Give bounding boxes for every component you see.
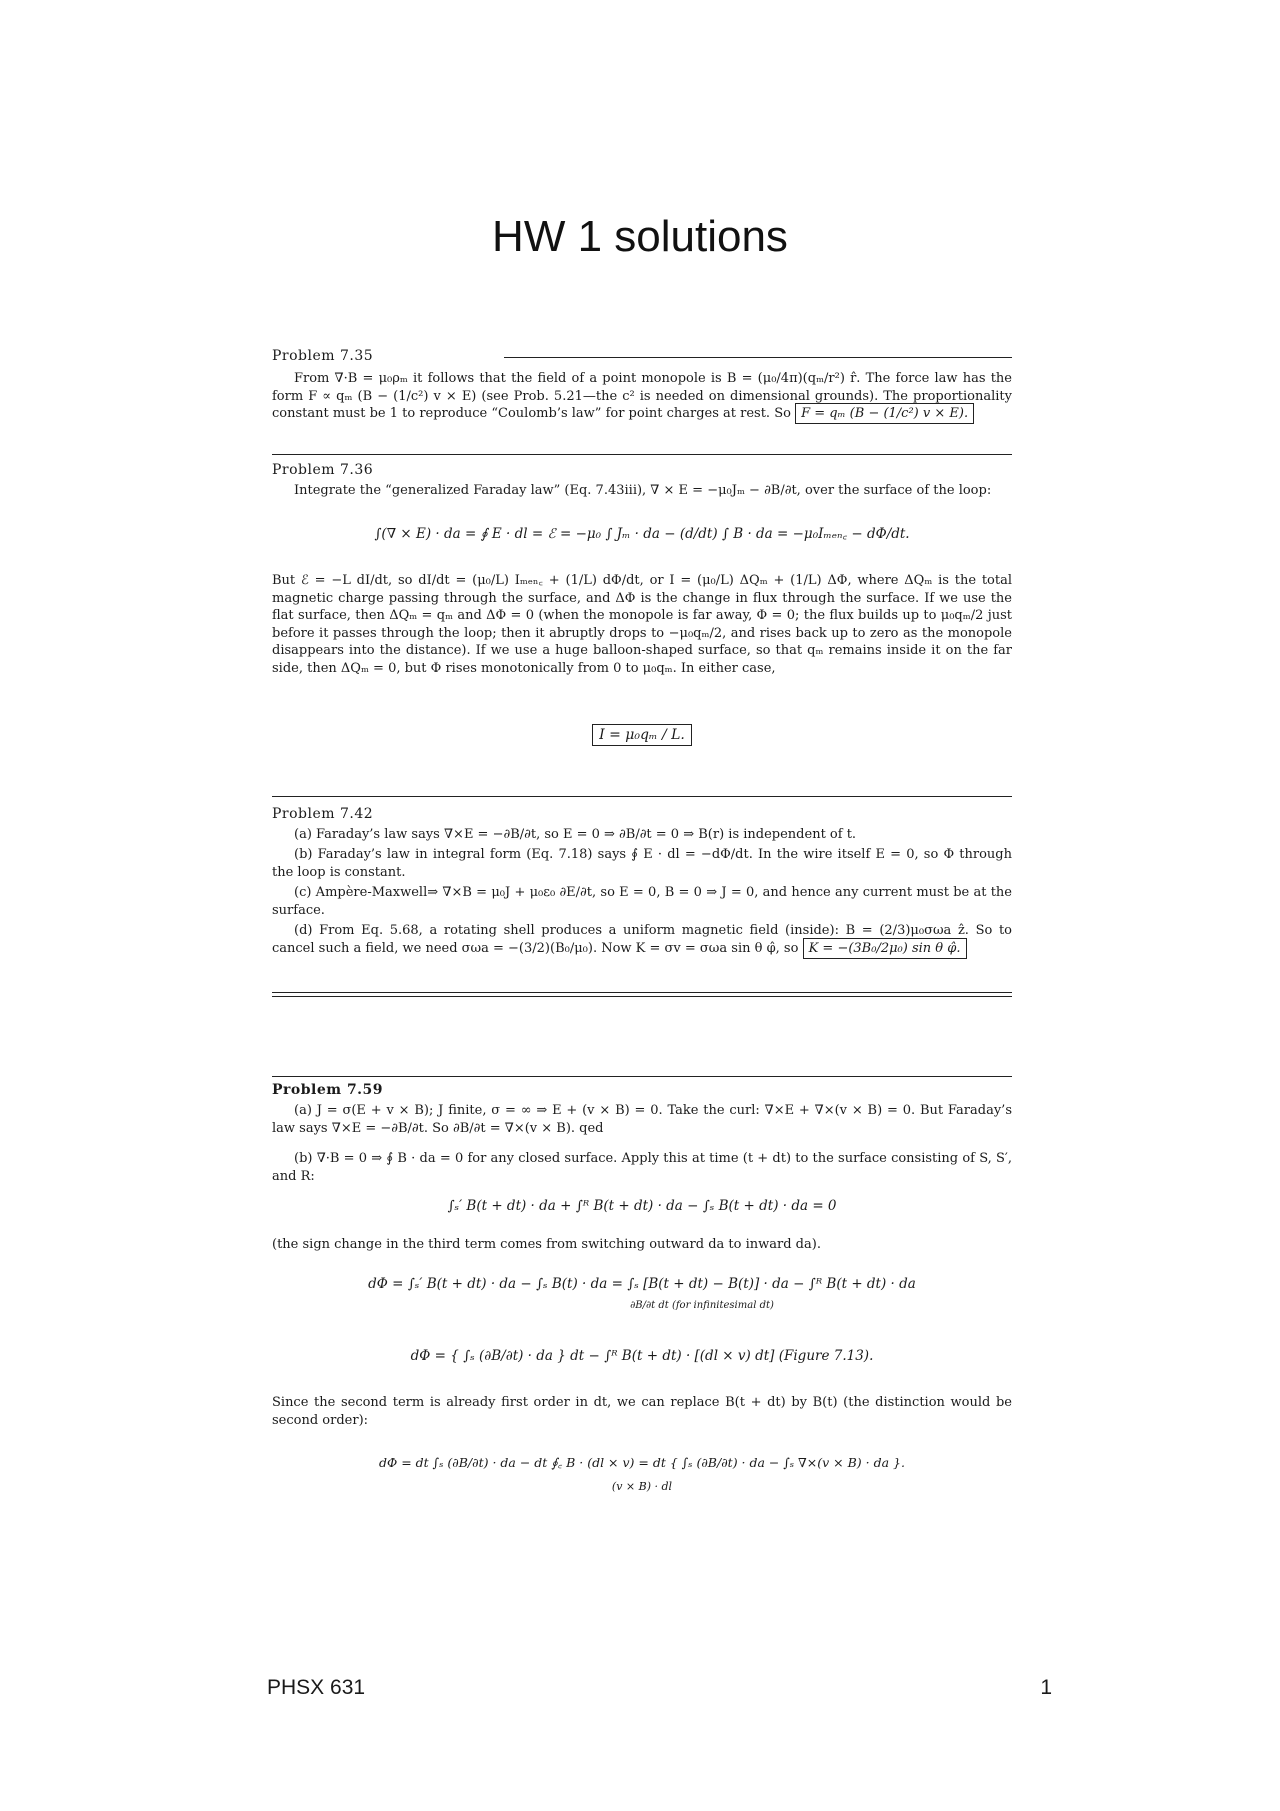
problem-text: Integrate the “generalized Faraday law” (Eq. 7.43iii), ∇ × E = −μ₀Jₘ − ∂B/∂t, over the surface of the loop: (294, 483, 992, 498)
equation: dΦ = { ∫ₛ (∂B/∂t) · da } dt − ∫ᴿ B(t + dt) · [(dl × v) dt] (Figure 7.13). (410, 1348, 874, 1364)
problem-title: Problem 7.42 (272, 806, 374, 822)
part-d-body: (d) From Eq. 5.68, a rotating shell produces a uniform magnetic field (inside): B = (2/3)μ₀σωa ẑ. So to cancel such a field, we need σωa = −(3/2)(B₀/μ₀). Now K = σv = σωa sin θ φ̂, so (272, 923, 1012, 956)
answer-box: F = qₘ (B − (1/c²) v × E). (795, 403, 974, 424)
problem-text (272, 370, 1012, 423)
divider (272, 796, 1012, 797)
problem-title: Problem 7.35 (272, 348, 374, 364)
answer-box: I = μ₀qₘ / L. (592, 724, 692, 746)
note-text: (the sign change in the third term comes from switching outward da to inward da). (272, 1237, 821, 1252)
part-b: (b) ∇·B = 0 ⇒ ∮ B · da = 0 for any closed surface. Apply this at time (t + dt) to the surface consisting of S, S′, and R: (272, 1151, 1012, 1184)
problem-text: Since the second term is already first order in dt, we can replace B(t + dt) by B(t) (the distinction would be second order): (272, 1395, 1012, 1428)
answer-box-wrap (272, 724, 1012, 746)
problem-text: But ℰ = −L dI/dt, so dI/dt = (μ₀/L) Iₘₑₙ꜀ + (1/L) dΦ/dt, or I = (μ₀/L) ΔQₘ + (1/L) ΔΦ, where ΔQₘ is the total magnetic charge passing through the surface, and ΔΦ is the change in flux through the surface. If we use the flat surface, then ΔQₘ = qₘ and ΔΦ = 0 (when the monopole is far away, Φ = 0; the flux builds up to μ₀qₘ/2 just before it passes through the loop; then it abruptly drops to −μ₀qₘ/2, and rises back up to zero as the monopole disappears into the distance). If we use a huge balloon-shaped surface, so that qₘ remains inside it on the far side, then ΔQₘ = 0, but Φ rises monotonically from 0 to μ₀qₘ. In either case, (272, 573, 1012, 676)
problem-7-59 (272, 1076, 1012, 1656)
equation: dΦ = dt ∫ₛ (∂B/∂t) · da − dt ∮꜀ B · (dl × v) = dt { ∫ₛ (∂B/∂t) · da − ∫ₛ ∇×(v × B) · da }. (379, 1455, 905, 1470)
equation: ∫(∇ × E) · da = ∮ E · dl = ℰ = −μ₀ ∫ Jₘ · da − (d/dt) ∫ B · da = −μ₀Iₘₑₙ꜀ − dΦ/dt. (374, 526, 910, 542)
divider (504, 357, 1012, 358)
footer-course: PHSX 631 (267, 1676, 366, 1699)
answer-box: K = −(3B₀/2μ₀) sin θ φ̂. (803, 938, 967, 959)
footer-page-number: 1 (1040, 1676, 1052, 1699)
problem-title: Problem 7.36 (272, 462, 374, 478)
part-c: (c) Ampère-Maxwell⇒ ∇×B = μ₀J + μ₀ε₀ ∂E/∂t, so E = 0, B = 0 ⇒ J = 0, and hence any current must be at the surface. (272, 885, 1012, 918)
problem-title: Problem 7.59 (272, 1082, 384, 1098)
part-a: (a) J = σ(E + v × B); J finite, σ = ∞ ⇒ E + (v × B) = 0. Take the curl: ∇×E + ∇×(v × B) = 0. But Faraday’s law says ∇×E = −∂B/∂t. So ∂B/∂t = ∇×(v × B). qed (272, 1103, 1012, 1136)
problem-7-35 (272, 348, 1012, 458)
part-b: (b) Faraday’s law in integral form (Eq. 7.18) says ∮ E · dl = −dΦ/dt. In the wire itself E = 0, so Φ through the loop is constant. (272, 847, 1012, 880)
part-d (272, 922, 1012, 957)
divider (272, 992, 1012, 993)
divider (272, 1076, 1012, 1077)
part-a: (a) Faraday’s law says ∇×E = −∂B/∂t, so E = 0 ⇒ ∂B/∂t = 0 ⇒ B(r) is independent of t. (294, 827, 857, 842)
problem-text-body: From ∇·B = μ₀ρₘ it follows that the field of a point monopole is B = (μ₀/4π)(qₘ/r²) r̂. The force law has the form F ∝ qₘ (B − (1/c²) v × E) (see Prob. 5.21—the c² is needed on dimensional grounds). The proportionality constant must be 1 to reproduce “Coulomb’s law” for point charges at rest. So (272, 371, 1012, 421)
equation-underbrace: ∂B/∂t dt (for infinitesimal dt) (630, 1300, 774, 1311)
divider (272, 454, 1012, 455)
equation: dΦ = ∫ₛ′ B(t + dt) · da − ∫ₛ B(t) · da = ∫ₛ [B(t + dt) − B(t)] · da − ∫ᴿ B(t + dt) · da (368, 1276, 916, 1292)
equation: ∫ₛ′ B(t + dt) · da + ∫ᴿ B(t + dt) · da − ∫ₛ B(t + dt) · da = 0 (447, 1198, 837, 1214)
problem-7-42 (272, 796, 1012, 1006)
divider (272, 996, 1012, 997)
page-title: HW 1 solutions (492, 212, 788, 261)
problem-7-36 (272, 462, 1012, 772)
equation-underbrace: (v × B) · dl (611, 1480, 673, 1493)
